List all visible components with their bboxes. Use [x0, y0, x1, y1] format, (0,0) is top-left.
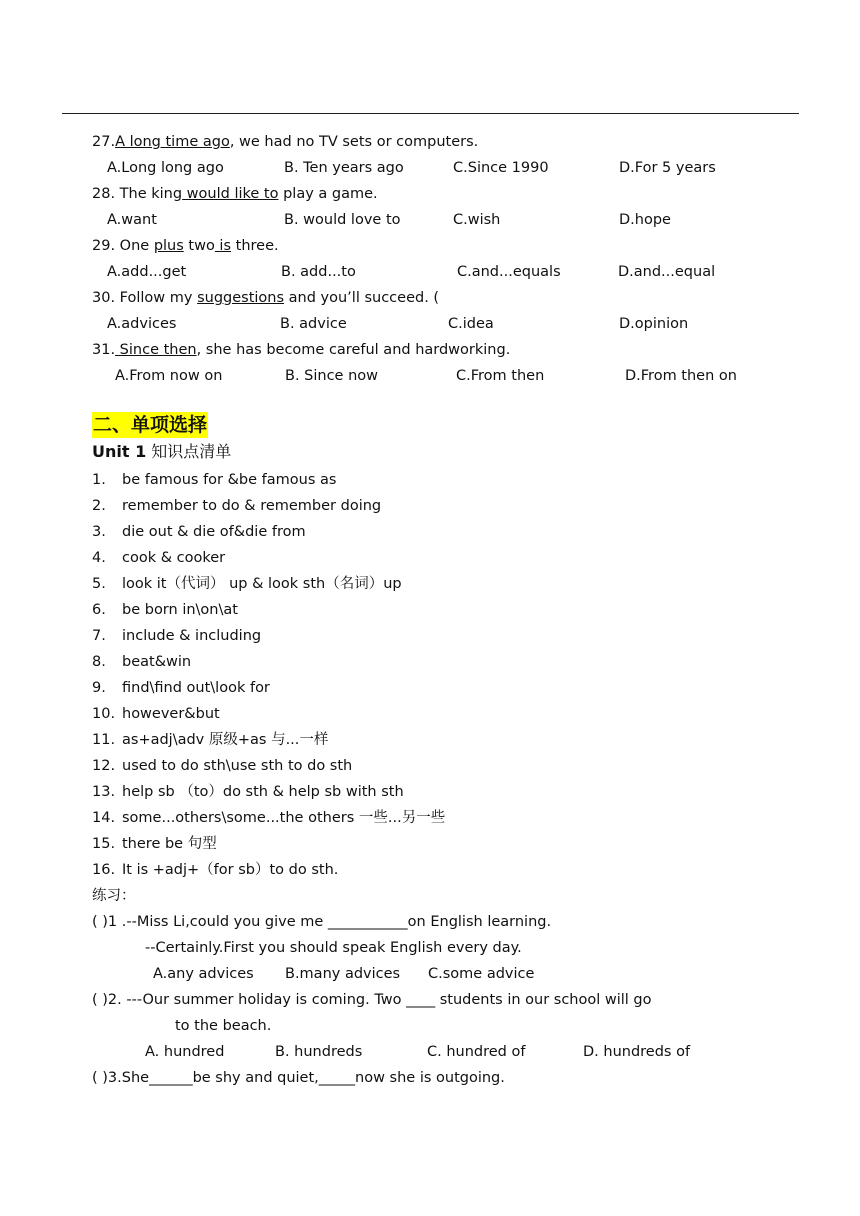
question-text: play a game.	[278, 186, 378, 202]
item-number: 7.	[92, 628, 106, 644]
option-d: D.and...equal	[618, 264, 716, 280]
option-d: D.opinion	[619, 316, 689, 332]
knowledge-item	[92, 782, 404, 802]
unit-label: Unit 1	[92, 442, 147, 461]
option-a: A.any advices	[153, 966, 254, 982]
option-a: A.want	[107, 212, 157, 228]
knowledge-item	[92, 574, 402, 594]
question-text: two	[183, 238, 215, 254]
option-c: C.and...equals	[457, 264, 561, 280]
practice-q1-reply: --Certainly.First you should speak English every day.	[145, 940, 522, 956]
header-rule	[62, 113, 799, 114]
option-b: B. Since now	[285, 368, 379, 384]
option-c: C.From then	[456, 368, 545, 384]
practice-q2-cont: to the beach.	[175, 1018, 272, 1034]
option-d: D.For 5 years	[619, 160, 716, 176]
option-a: A.Long long ago	[107, 160, 224, 176]
question-28	[92, 184, 378, 204]
item-text: remember to do & remember doing	[122, 498, 382, 514]
knowledge-item	[92, 756, 352, 776]
underlined-word: plus	[153, 238, 184, 254]
practice-label: 练习：	[92, 888, 136, 904]
question-number: 31.	[92, 342, 116, 358]
question-text: and you’ll succeed. (	[284, 290, 440, 306]
knowledge-item	[92, 548, 225, 568]
underlined-phrase: A long time ago	[115, 134, 230, 150]
option-b: B. Ten years ago	[284, 160, 404, 176]
item-text: be famous for &be famous as	[122, 472, 337, 488]
item-text: some...others\some...the others 一些...另一些	[122, 810, 446, 826]
item-number: 10.	[92, 706, 116, 722]
option-c: C.wish	[453, 212, 501, 228]
underlined-phrase: would like to	[182, 186, 279, 202]
question-text: , we had no TV sets or computers.	[229, 134, 479, 150]
question-31	[92, 340, 510, 360]
unit-title	[92, 441, 231, 463]
underlined-phrase: Since then	[115, 342, 197, 358]
knowledge-item	[92, 496, 381, 516]
practice-q3: ( )3.She______be shy and quiet,_____now she is outgoing.	[92, 1070, 505, 1086]
question-27	[92, 132, 478, 152]
item-text: help sb （to）do sth & help sb with sth	[122, 784, 404, 800]
knowledge-item	[92, 652, 191, 672]
option-c: C.Since 1990	[453, 160, 549, 176]
knowledge-item	[92, 730, 328, 750]
item-text: die out & die of&die from	[122, 524, 306, 540]
knowledge-item	[92, 860, 338, 880]
option-a: A.advices	[107, 316, 177, 332]
item-number: 11.	[92, 732, 116, 748]
option-b: B. add...to	[281, 264, 356, 280]
practice-q2: ( )2. ---Our summer holiday is coming. Two ____ students in our school will go	[92, 992, 652, 1008]
knowledge-item	[92, 834, 217, 854]
option-a: A.add...get	[107, 264, 187, 280]
option-b: B. hundreds	[275, 1044, 363, 1060]
knowledge-item	[92, 678, 270, 698]
item-number: 12.	[92, 758, 116, 774]
question-30	[92, 288, 439, 308]
underlined-word: is	[214, 238, 232, 254]
underlined-word: suggestions	[197, 290, 285, 306]
item-text: used to do sth\use sth to do sth	[122, 758, 353, 774]
item-number: 8.	[92, 654, 106, 670]
item-number: 3.	[92, 524, 106, 540]
item-number: 13.	[92, 784, 116, 800]
knowledge-item	[92, 626, 261, 646]
item-number: 4.	[92, 550, 106, 566]
section-heading: 二、单项选择	[93, 414, 208, 436]
option-d: D.From then on	[625, 368, 737, 384]
question-29	[92, 236, 279, 256]
question-number: 27.	[92, 134, 116, 150]
item-text: include & including	[122, 628, 262, 644]
question-number: 29. One	[92, 238, 154, 254]
item-text: cook & cooker	[122, 550, 226, 566]
item-number: 14.	[92, 810, 116, 826]
option-c: C.idea	[448, 316, 494, 332]
option-b: B.many advices	[285, 966, 401, 982]
item-number: 5.	[92, 576, 106, 592]
option-c: C. hundred of	[427, 1044, 526, 1060]
item-number: 6.	[92, 602, 106, 618]
knowledge-item	[92, 522, 306, 542]
item-text: be born in\on\at	[122, 602, 238, 618]
item-text: there be 句型	[122, 836, 217, 852]
question-text: , she has become careful and hardworking.	[196, 342, 511, 358]
item-number: 16.	[92, 862, 116, 878]
option-a: A.From now on	[115, 368, 223, 384]
item-number: 2.	[92, 498, 106, 514]
unit-subtitle: 知识点清单	[146, 442, 232, 461]
knowledge-item	[92, 470, 336, 490]
item-number: 9.	[92, 680, 106, 696]
question-number: 30. Follow my	[92, 290, 198, 306]
knowledge-item	[92, 808, 445, 828]
item-text: It is +adj+（for sb）to do sth.	[122, 862, 339, 878]
item-text: as+adj\adv 原级+as 与...一样	[122, 732, 329, 748]
item-number: 15.	[92, 836, 116, 852]
option-a: A. hundred	[145, 1044, 225, 1060]
option-b: B. advice	[280, 316, 347, 332]
item-text: find\find out\look for	[122, 680, 270, 696]
option-d: D.hope	[619, 212, 671, 228]
practice-q1: ( )1 .--Miss Li,could you give me ___________on English learning.	[92, 914, 552, 930]
question-text: three.	[231, 238, 279, 254]
option-b: B. would love to	[284, 212, 401, 228]
knowledge-item	[92, 600, 238, 620]
option-d: D. hundreds of	[583, 1044, 691, 1060]
item-text: look it（代词） up & look sth（名词）up	[122, 576, 402, 592]
question-number: 28. The king	[92, 186, 183, 202]
item-number: 1.	[92, 472, 106, 488]
option-c: C.some advice	[428, 966, 535, 982]
item-text: beat&win	[122, 654, 192, 670]
item-text: however&but	[122, 706, 220, 722]
knowledge-item	[92, 704, 220, 724]
